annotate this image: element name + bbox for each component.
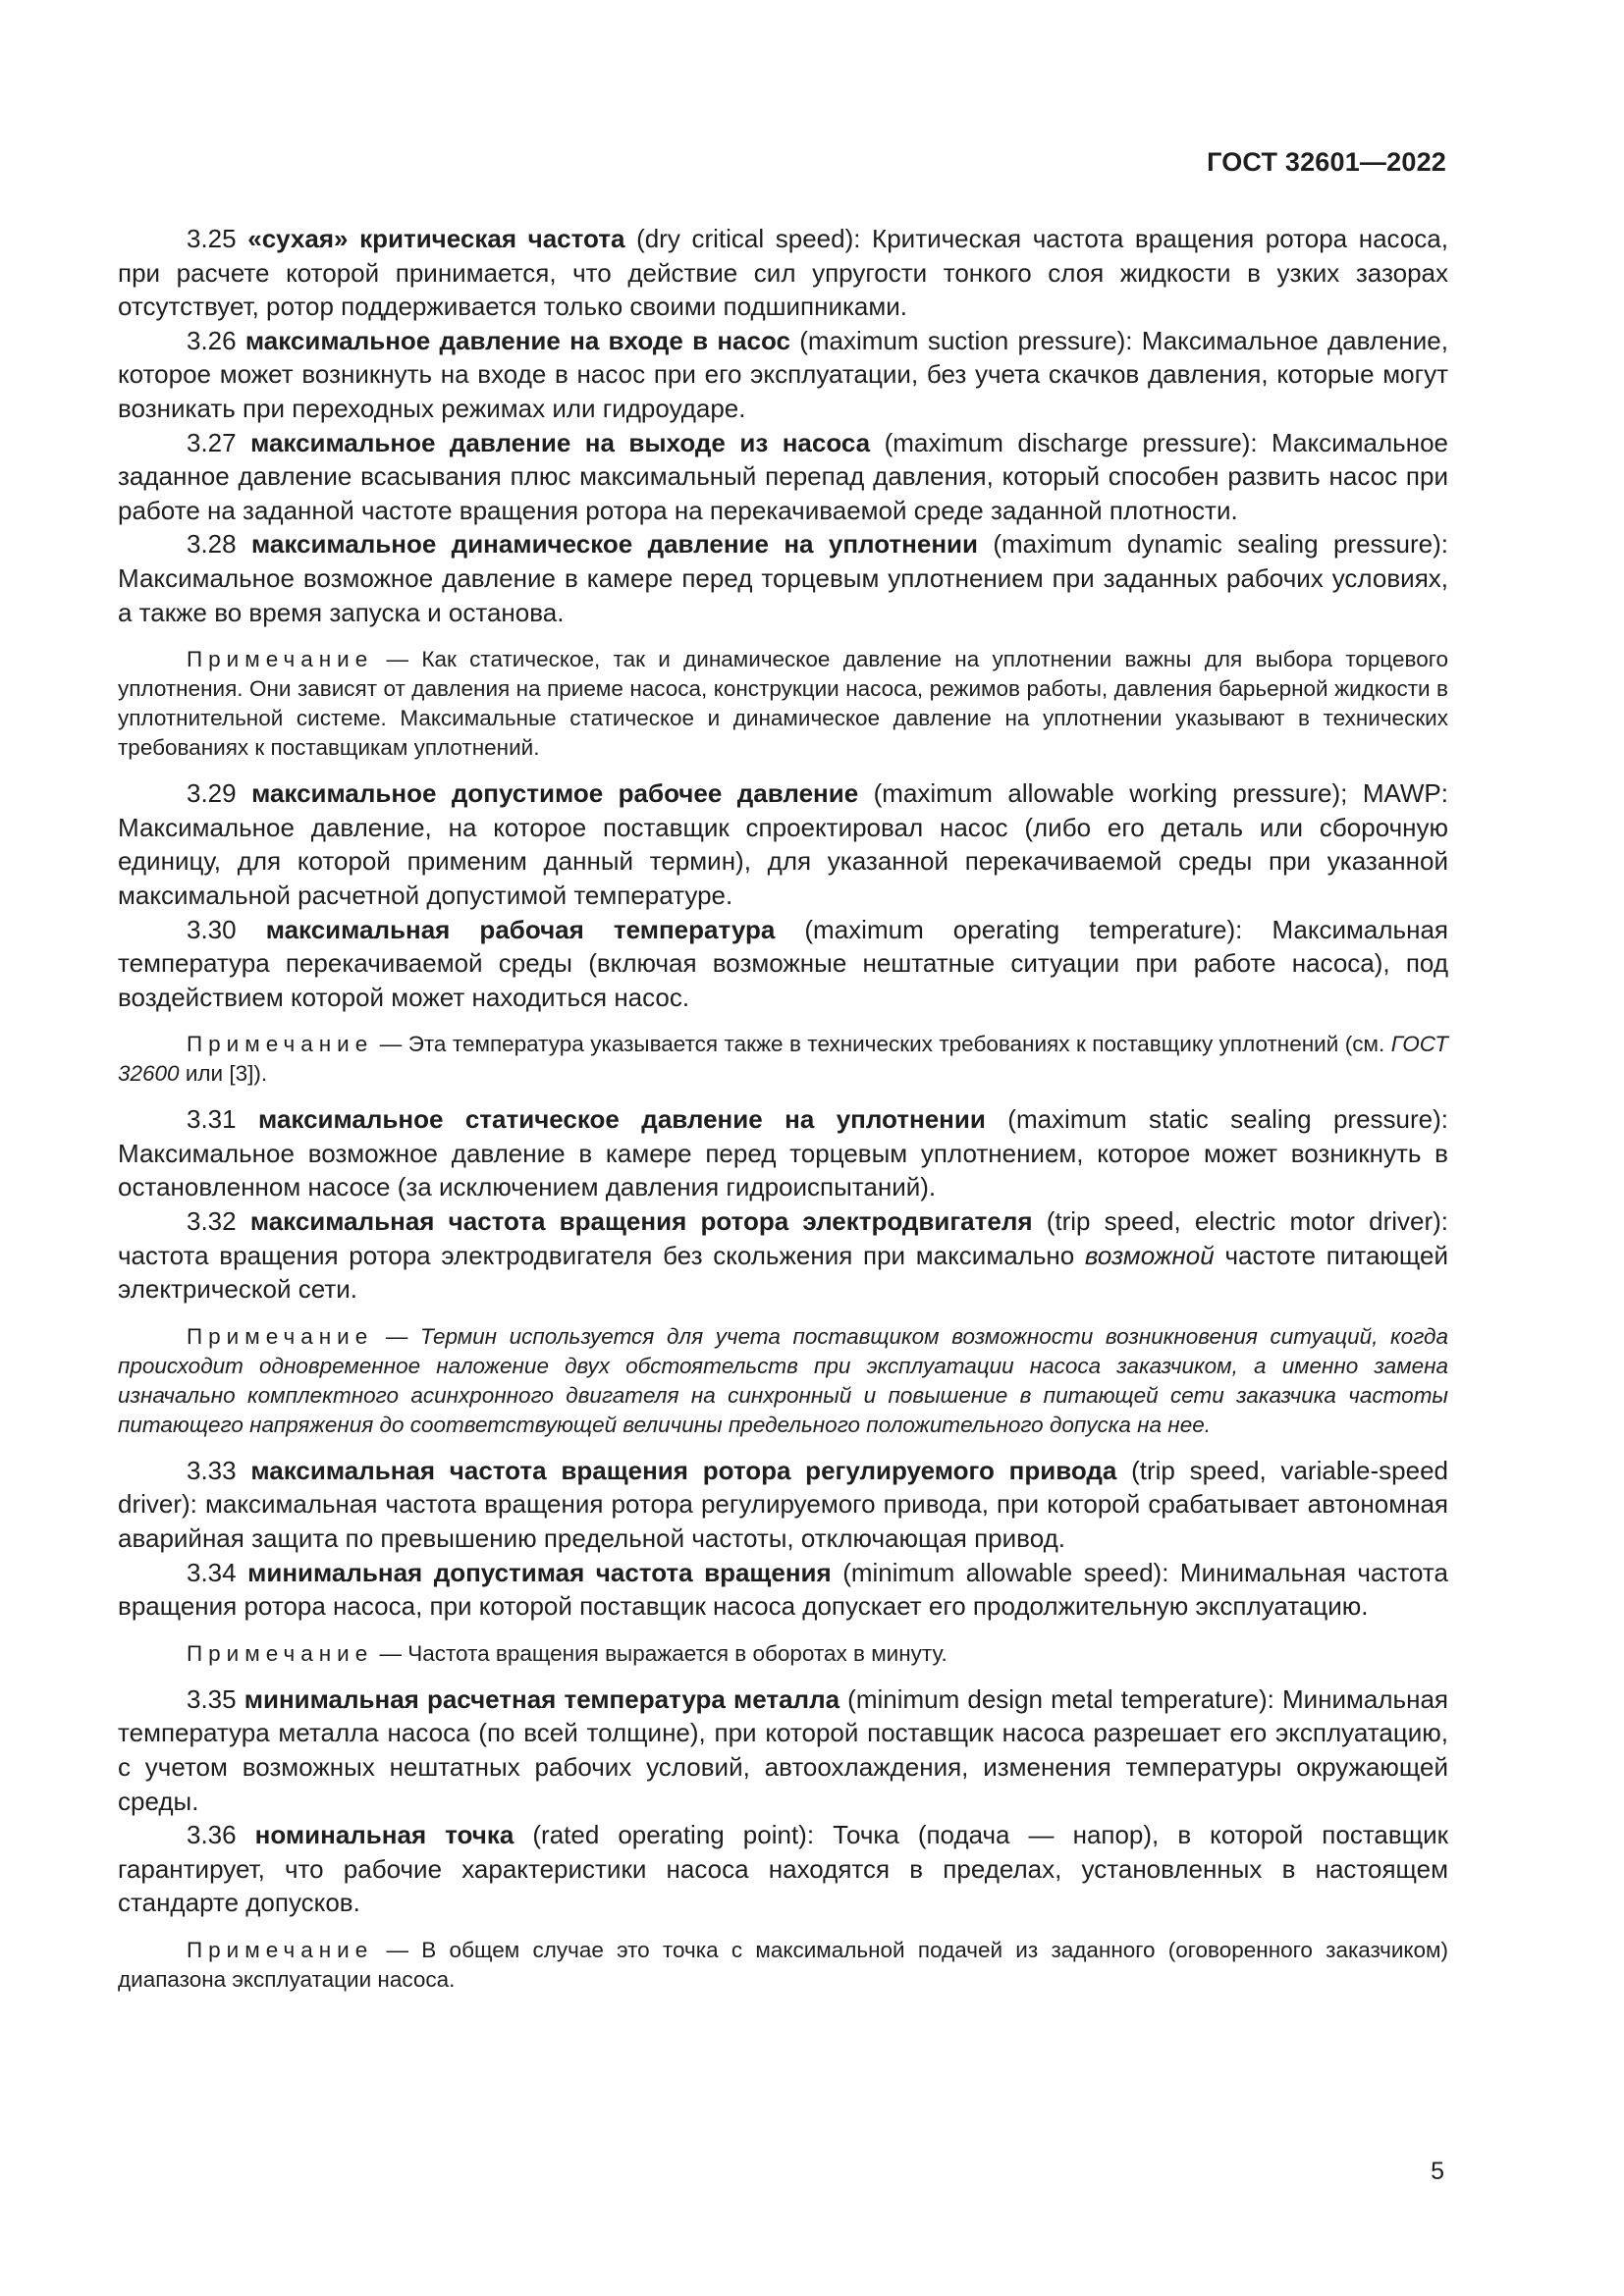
term-italic-word: возможной [1084, 1240, 1215, 1270]
term-3-31 [118, 1102, 1448, 1204]
term-number: 3.33 [187, 1455, 237, 1485]
page-number: 5 [1431, 2158, 1444, 2185]
term-definition: (maximum allowable working pressure); MAWP: Максимальное давление, на которое поставщик спроектировал насос (либо его деталь или сборочную единицу, для которой применим данный термин), для указанной перекачиваемой среды при указанной максимальной расчетной допустимой температуре. [118, 778, 1448, 910]
term-number: 3.26 [187, 325, 237, 355]
term-definition: (maximum dynamic sealing pressure): Максимальное возможное давление в камере перед торцевым уплотнением при заданных рабочих условиях, а также во время запуска и останова. [118, 529, 1448, 627]
term-definition: (trip speed, electric motor driver): частота вращения ротора электродвигателя без скольжения при максимально [118, 1206, 1449, 1270]
note-text: — В общем случае это точка с максимальной подачей из заданного (оговоренного заказчиком) диапазона эксплуатации насоса. [118, 1937, 1448, 1992]
term-definition: (maximum operating temperature): Максимальная температура перекачиваемой среды (включая возможные нештатные ситуации при работе насоса), под воздействием которой может находиться насос. [118, 914, 1448, 1012]
term-title: максимальное статическое давление на уплотнении [258, 1104, 986, 1135]
term-number: 3.28 [187, 529, 237, 560]
note-label: Примечание [187, 647, 374, 672]
term-definition-end: частоте питающей электрической сети. [118, 1240, 1449, 1305]
term-definition: (dry critical speed): Критическая частота вращения ротора насоса, при расчете которой принимается, что действие сил упругости тонкого слоя жидкости в узких зазорах отсутствует, ротор поддерживается только своими подшипниками. [118, 224, 1448, 322]
note-label: Примечание [187, 1323, 374, 1349]
term-title: номинальная точка [254, 1820, 514, 1850]
note-text: — Частота вращения выражается в оборотах в минуту. [373, 1640, 947, 1666]
note-label: Примечание [187, 1640, 374, 1666]
note-text: — Как статическое, так и динамическое давление на уплотнении важны для выбора торцевого уплотнения. Они зависят от давления на приеме насоса, конструкции насоса, режимов работы, давления барьерной жидкости в уплотнительной системе. Максимальные статическое и динамическое давление на уплотнении указывают в технических требованиях к поставщикам уплотнений. [118, 647, 1448, 761]
note-3-36 [118, 1936, 1448, 1995]
term-3-32 [118, 1204, 1448, 1307]
term-3-34 [118, 1556, 1448, 1624]
term-definition: (maximum suction pressure): Максимальное давление, которое может возникнуть на входе в насос при его эксплуатации, без учета скачков давления, которые могут возникать при переходных режимах или гидроударе. [118, 325, 1448, 423]
term-definition: (maximum static sealing pressure): Максимальное возможное давление в камере перед торцевым уплотнением, которое может возникнуть в остановленном насосе (за исключением давления гидроиспытаний). [118, 1104, 1449, 1202]
term-3-35 [118, 1682, 1448, 1818]
note-label: Примечание [187, 1937, 374, 1962]
term-title: максимальная частота вращения ротора электродвигателя [249, 1206, 1033, 1237]
note-label: Примечание [187, 1032, 374, 1057]
note-3-32 [118, 1322, 1448, 1440]
term-title: «сухая» критическая частота [247, 224, 625, 253]
term-number: 3.27 [187, 427, 237, 457]
term-3-36 [118, 1818, 1448, 1920]
document-header: ГОСТ 32601—2022 [1207, 147, 1446, 177]
term-title: максимальное давление на выходе из насоса [250, 427, 871, 457]
note-3-30 [118, 1030, 1448, 1089]
term-number: 3.35 [187, 1683, 237, 1714]
term-title: минимальная расчетная температура металла [244, 1683, 840, 1714]
term-3-28 [118, 527, 1448, 629]
standard-reference: ГОСТ 32600 [118, 1032, 1448, 1087]
term-3-29 [118, 776, 1448, 912]
note-text: — Термин используется для учета поставщиком возможности возникновения ситуаций, когда происходит одновременное наложение двух обстоятельств при эксплуатации насоса заказчиком, а именно замена изначально комплектного асинхронного двигателя на синхронный и повышение в питающей сети заказчика частоты питающего напряжения до соответствующей величины предельного положительного допуска на нее. [118, 1323, 1448, 1437]
term-definition: (trip speed, variable-speed driver): максимальная частота вращения ротора регулируемого привода, при которой срабатывает автономная аварийная защита по превышению предельной частоты, отключающая привод. [118, 1455, 1449, 1554]
term-title: минимальная допустимая частота вращения [247, 1557, 832, 1587]
note-3-28 [118, 645, 1448, 763]
document-body [118, 222, 1448, 2008]
term-title: максимальное давление на входе в насос [244, 325, 790, 355]
note-text-end: или [3]). [179, 1061, 268, 1087]
term-3-26 [118, 324, 1448, 426]
term-title: максимальная частота вращения ротора регулируемого привода [250, 1455, 1117, 1485]
term-definition: (minimum allowable speed): Минимальная частота вращения ротора насоса, при которой поставщик насоса допускает его продолжительную эксплуатацию. [118, 1557, 1448, 1622]
term-title: максимальное допустимое рабочее давление [251, 778, 859, 809]
term-3-27 [118, 426, 1448, 528]
term-definition: (maximum discharge pressure): Максимальное заданное давление всасывания плюс максимальный перепад давления, который способен развить насос при работе на заданной частоте вращения ротора на перекачиваемой среде заданной плотности. [118, 427, 1448, 525]
term-title: максимальная рабочая температура [265, 914, 776, 944]
note-text: — Эта температура указывается также в технических требованиях к поставщику уплотнений (см. [373, 1032, 1391, 1057]
term-number: 3.34 [187, 1557, 237, 1587]
term-number: 3.31 [187, 1104, 237, 1135]
term-number: 3.29 [187, 778, 237, 809]
term-number: 3.36 [187, 1820, 237, 1850]
term-number: 3.30 [187, 914, 237, 944]
term-number: 3.25 [187, 224, 237, 253]
term-number: 3.32 [187, 1206, 237, 1237]
term-definition: (rated operating point): Точка (подача — напор), в которой поставщик гарантирует, что рабочие характеристики насоса находятся в пределах, установленных в настоящем стандарте допусков. [118, 1820, 1448, 1918]
note-3-34 [118, 1639, 1448, 1669]
term-title: максимальное динамическое давление на уплотнении [250, 529, 978, 560]
term-3-33 [118, 1454, 1448, 1556]
term-definition: (minimum design metal temperature): Минимальная температура металла насоса (по всей толщине), при которой поставщик насоса разрешает его эксплуатацию, с учетом возможных нештатных рабочих условий, автоохлаждения, изменения температуры окружающей среды. [118, 1683, 1448, 1816]
term-3-25 [118, 222, 1448, 324]
term-3-30 [118, 913, 1448, 1015]
